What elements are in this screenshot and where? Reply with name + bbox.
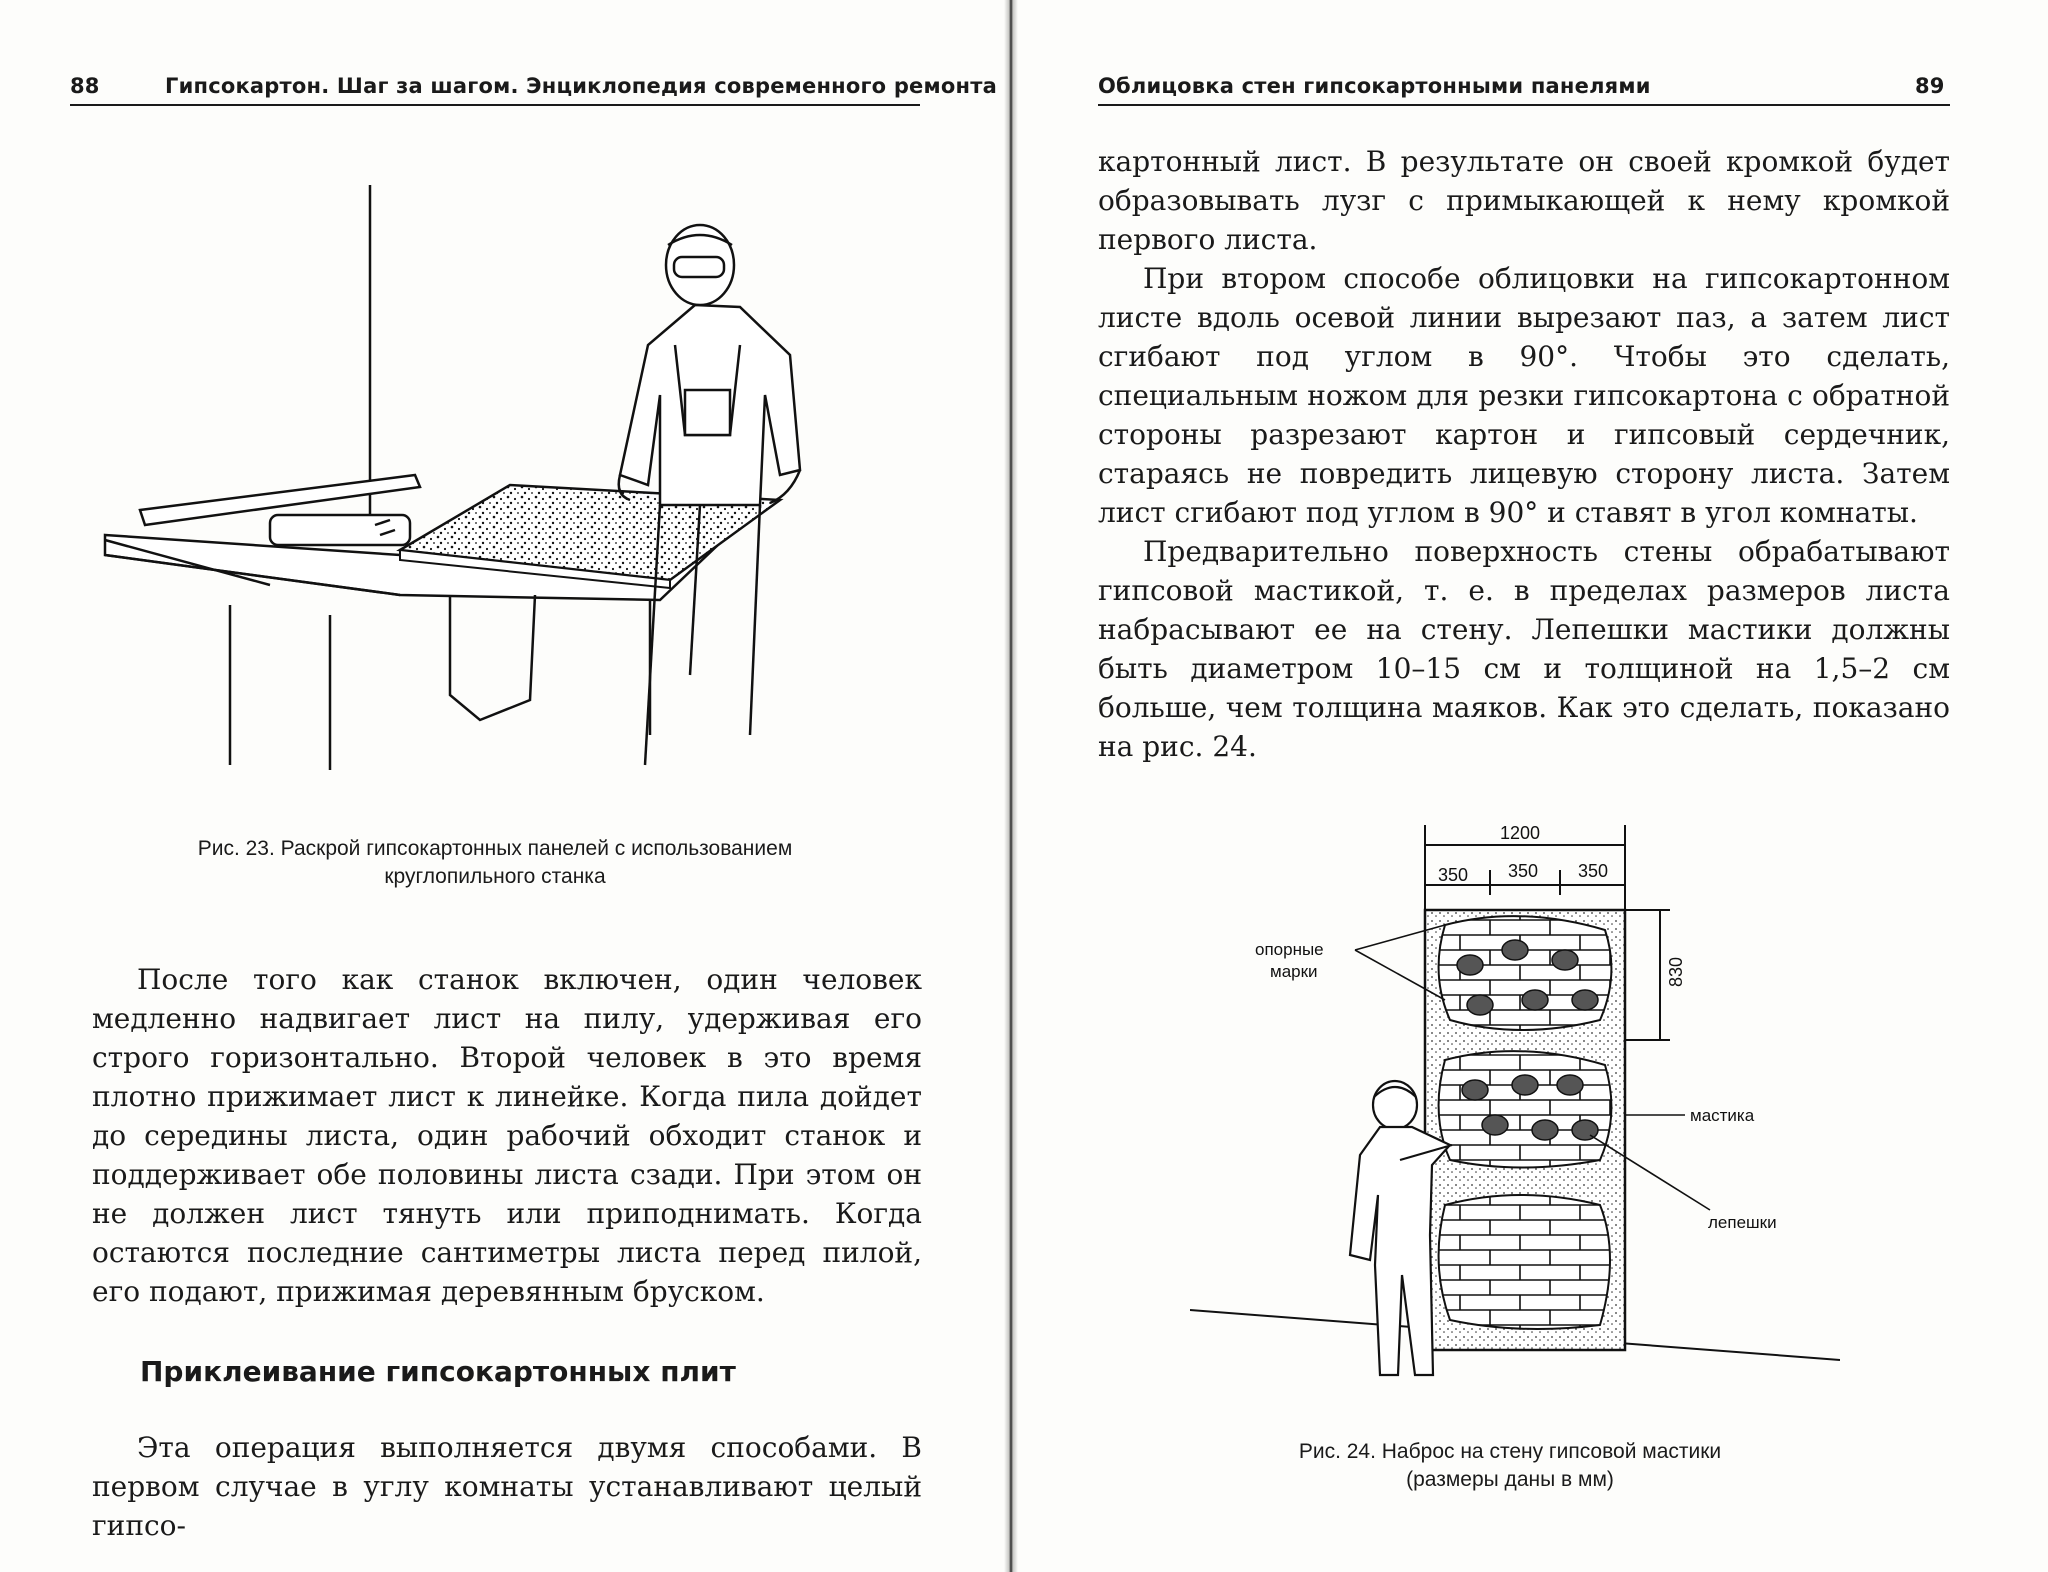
label-mastic: мастика xyxy=(1690,1106,1755,1125)
dim-total-label: 1200 xyxy=(1500,823,1541,843)
figure-24-caption-line2: (размеры даны в мм) xyxy=(1406,1468,1614,1491)
label-cakes: лепешки xyxy=(1708,1213,1777,1232)
figure-24-caption-line1: Рис. 24. Наброс на стену гипсовой мастики xyxy=(1298,1440,1722,1463)
right-text-block xyxy=(1098,142,1950,766)
header-rule-right xyxy=(1098,104,1950,106)
left-paragraph-1: После того как станок включен, один человек медленно надвигает лист на пилу, удерживая его строго горизонтально. Второй человек в это время плотно прижимает лист к линейке. Когда пила дойдет до середины листа, один рабочий обходит станок и поддерживает обе половины листа сзади. При этом он не должен лист тянуть или приподнимать. Когда остаются последние сантиметры листа перед пилой, его подают, прижимая деревянным бруском. xyxy=(92,963,922,1308)
dim-vertical-label: 830 xyxy=(1666,956,1686,987)
figure-23-illustration xyxy=(100,175,880,775)
page-number-right: 89 xyxy=(1915,74,1945,98)
page-number-left: 88 xyxy=(70,74,100,98)
left-page xyxy=(0,0,1010,1572)
left-paragraph-1-container xyxy=(92,960,922,1311)
figure-23-caption xyxy=(60,835,930,891)
header-rule-left xyxy=(70,104,920,106)
figure-23-caption-line2: круглопильного станка xyxy=(384,865,606,888)
running-head-right: Облицовка стен гипсокартонными панелями xyxy=(1098,74,1651,98)
label-markers-line1: опорные xyxy=(1255,940,1324,959)
dim-mid-label: 350 xyxy=(1508,861,1539,881)
dim-right-label: 350 xyxy=(1578,861,1609,881)
left-paragraph-2-container xyxy=(92,1428,922,1545)
right-paragraph-3: Предварительно поверхность стены обрабатывают гипсовой мастикой, т. е. в пределах размеров листа набрасывают ее на стену. Лепешки мастики должны быть диаметром 10–15 см и толщиной на 1,5–2 см больше, чем толщина маяков. Как это сделать, показано на рис. 24. xyxy=(1098,535,1950,763)
figure-24-illustration xyxy=(1190,815,1840,1395)
right-paragraph-1: картонный лист. В результате он своей кромкой будет образовывать лузг с примыкающей к нему кромкой первого листа. xyxy=(1098,145,1950,256)
figure-23-caption-line1: Рис. 23. Раскрой гипсокартонных панелей с использованием xyxy=(197,837,793,860)
figure-24-caption xyxy=(1140,1438,1880,1494)
section-title: Приклеивание гипсокартонных плит xyxy=(140,1355,736,1388)
running-head-left: Гипсокартон. Шаг за шагом. Энциклопедия современного ремонта xyxy=(165,74,997,98)
dim-left-label: 350 xyxy=(1438,865,1469,885)
right-paragraph-2: При втором способе облицовки на гипсокартонном листе вдоль осевой линии вырезают паз, а затем лист сгибают под углом в 90°. Чтобы это сделать, специальным ножом для резки гипсокартона с обратной стороны разрезают картон и гипсовый сердечник, стараясь не повредить лицевую сторону листа. Затем лист сгибают под углом в 90° и ставят в угол комнаты. xyxy=(1098,262,1950,529)
left-paragraph-2: Эта операция выполняется двумя способами. В первом случае в углу комнаты устанавливают целый гипсо- xyxy=(92,1431,922,1542)
label-markers-line2: марки xyxy=(1270,962,1318,981)
right-page xyxy=(1010,0,2048,1572)
